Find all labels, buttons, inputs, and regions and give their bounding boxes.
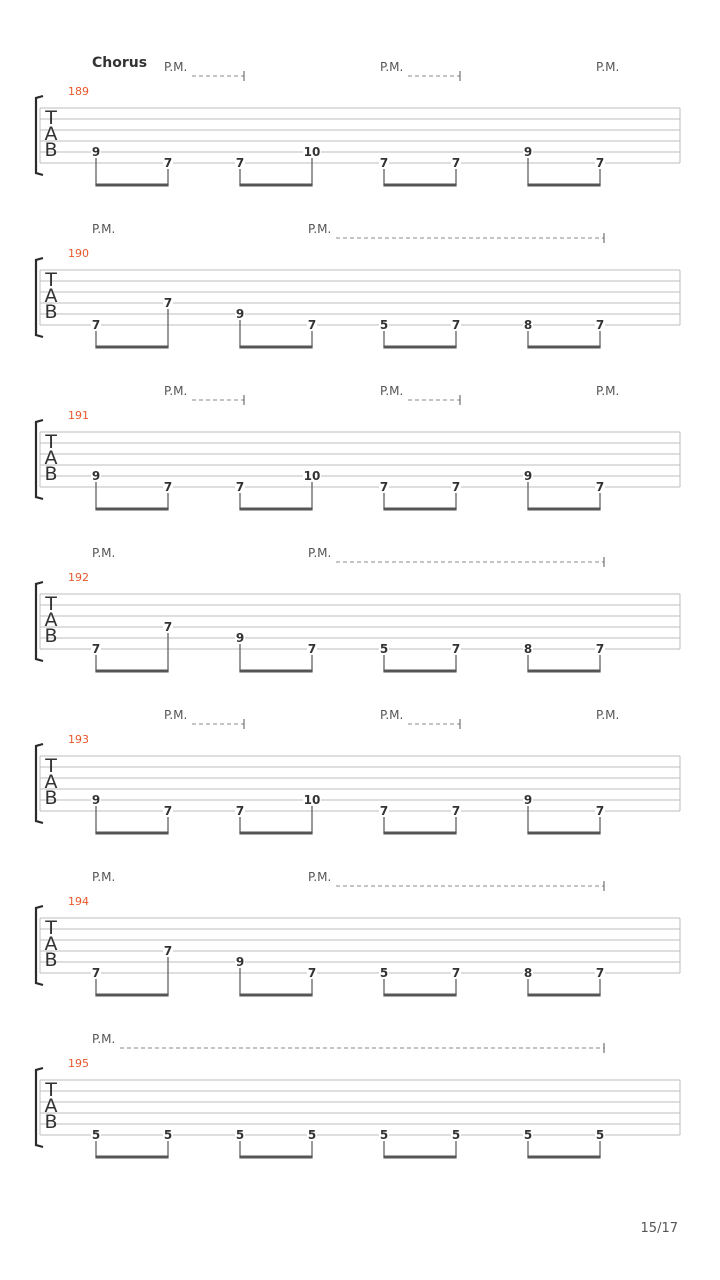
fret-number: 7 (595, 642, 605, 656)
fret-number: 7 (595, 804, 605, 818)
fret-number: 7 (235, 480, 245, 494)
tab-clef-letter: A (44, 1095, 58, 1117)
tab-clef-letter: T (45, 269, 57, 291)
fret-number: 7 (235, 156, 245, 170)
section-label: Chorus (92, 55, 148, 71)
palm-mute-label: P.M. (164, 60, 188, 74)
palm-mute-label: P.M. (596, 708, 620, 722)
fret-number: 9 (91, 793, 101, 807)
palm-mute-label: P.M. (596, 384, 620, 398)
palm-mute-label: P.M. (380, 384, 404, 398)
tab-clef-letter: T (45, 755, 57, 777)
fret-number: 7 (307, 642, 317, 656)
fret-number: 5 (307, 1128, 317, 1142)
fret-number: 7 (91, 642, 101, 656)
fret-number: 8 (523, 642, 533, 656)
measure-number: 189 (68, 85, 89, 98)
fret-number: 7 (451, 804, 461, 818)
fret-number: 9 (235, 307, 245, 321)
fret-number: 5 (379, 966, 389, 980)
tab-clef-letter: B (44, 949, 58, 971)
fret-number: 7 (163, 480, 173, 494)
fret-number: 7 (163, 620, 173, 634)
tab-clef-letter: A (44, 285, 58, 307)
tab-clef-letter: T (45, 107, 57, 129)
fret-number: 5 (379, 1128, 389, 1142)
palm-mute-label: P.M. (164, 384, 188, 398)
measure-number: 195 (68, 1057, 89, 1070)
palm-mute-label: P.M. (164, 708, 188, 722)
tab-clef-letter: T (45, 917, 57, 939)
tab-clef-letter: A (44, 447, 58, 469)
fret-number: 5 (163, 1128, 173, 1142)
page-number: 15/17 (640, 1221, 678, 1236)
palm-mute-label: P.M. (92, 870, 116, 884)
fret-number: 9 (235, 955, 245, 969)
measure-number: 194 (68, 895, 89, 908)
fret-number: 9 (523, 145, 533, 159)
fret-number: 9 (523, 793, 533, 807)
palm-mute-label: P.M. (92, 222, 116, 236)
fret-number: 7 (595, 966, 605, 980)
fret-number: 7 (379, 804, 389, 818)
fret-number: 5 (523, 1128, 533, 1142)
tab-clef-letter: B (44, 1111, 58, 1133)
tab-clef-letter: B (44, 787, 58, 809)
fret-number: 5 (595, 1128, 605, 1142)
fret-number: 7 (451, 966, 461, 980)
fret-number: 10 (303, 469, 321, 483)
tab-clef-letter: B (44, 301, 58, 323)
fret-number: 7 (307, 966, 317, 980)
tab-clef-letter: A (44, 123, 58, 145)
fret-number: 7 (91, 966, 101, 980)
fret-number: 9 (235, 631, 245, 645)
tab-clef-letter: T (45, 1079, 57, 1101)
fret-number: 5 (379, 642, 389, 656)
tab-clef-letter: T (45, 431, 57, 453)
measure-number: 192 (68, 571, 89, 584)
fret-number: 7 (163, 804, 173, 818)
fret-number: 7 (451, 156, 461, 170)
palm-mute-label: P.M. (308, 546, 332, 560)
fret-number: 10 (303, 793, 321, 807)
palm-mute-label: P.M. (380, 708, 404, 722)
palm-mute-label: P.M. (92, 1032, 116, 1046)
fret-number: 7 (235, 804, 245, 818)
fret-number: 7 (595, 480, 605, 494)
fret-number: 7 (379, 156, 389, 170)
fret-number: 7 (163, 944, 173, 958)
tab-clef-letter: T (45, 593, 57, 615)
tab-clef-letter: B (44, 625, 58, 647)
fret-number: 7 (595, 318, 605, 332)
measure-number: 193 (68, 733, 89, 746)
fret-number: 9 (91, 469, 101, 483)
fret-number: 7 (451, 318, 461, 332)
tab-clef-letter: A (44, 609, 58, 631)
fret-number: 5 (379, 318, 389, 332)
fret-number: 9 (91, 145, 101, 159)
fret-number: 7 (451, 480, 461, 494)
fret-number: 8 (523, 318, 533, 332)
palm-mute-label: P.M. (308, 870, 332, 884)
fret-number: 7 (163, 296, 173, 310)
fret-number: 7 (595, 156, 605, 170)
fret-number: 7 (451, 642, 461, 656)
tab-clef-letter: B (44, 463, 58, 485)
palm-mute-label: P.M. (596, 60, 620, 74)
fret-number: 5 (91, 1128, 101, 1142)
palm-mute-label: P.M. (92, 546, 116, 560)
fret-number: 10 (303, 145, 321, 159)
fret-number: 7 (163, 156, 173, 170)
palm-mute-label: P.M. (308, 222, 332, 236)
tab-clef-letter: B (44, 139, 58, 161)
fret-number: 7 (91, 318, 101, 332)
tab-clef-letter: A (44, 933, 58, 955)
fret-number: 5 (235, 1128, 245, 1142)
fret-number: 7 (379, 480, 389, 494)
measure-number: 191 (68, 409, 89, 422)
fret-number: 7 (307, 318, 317, 332)
measure-number: 190 (68, 247, 89, 260)
fret-number: 8 (523, 966, 533, 980)
tab-clef-letter: A (44, 771, 58, 793)
fret-number: 9 (523, 469, 533, 483)
fret-number: 5 (451, 1128, 461, 1142)
palm-mute-label: P.M. (380, 60, 404, 74)
